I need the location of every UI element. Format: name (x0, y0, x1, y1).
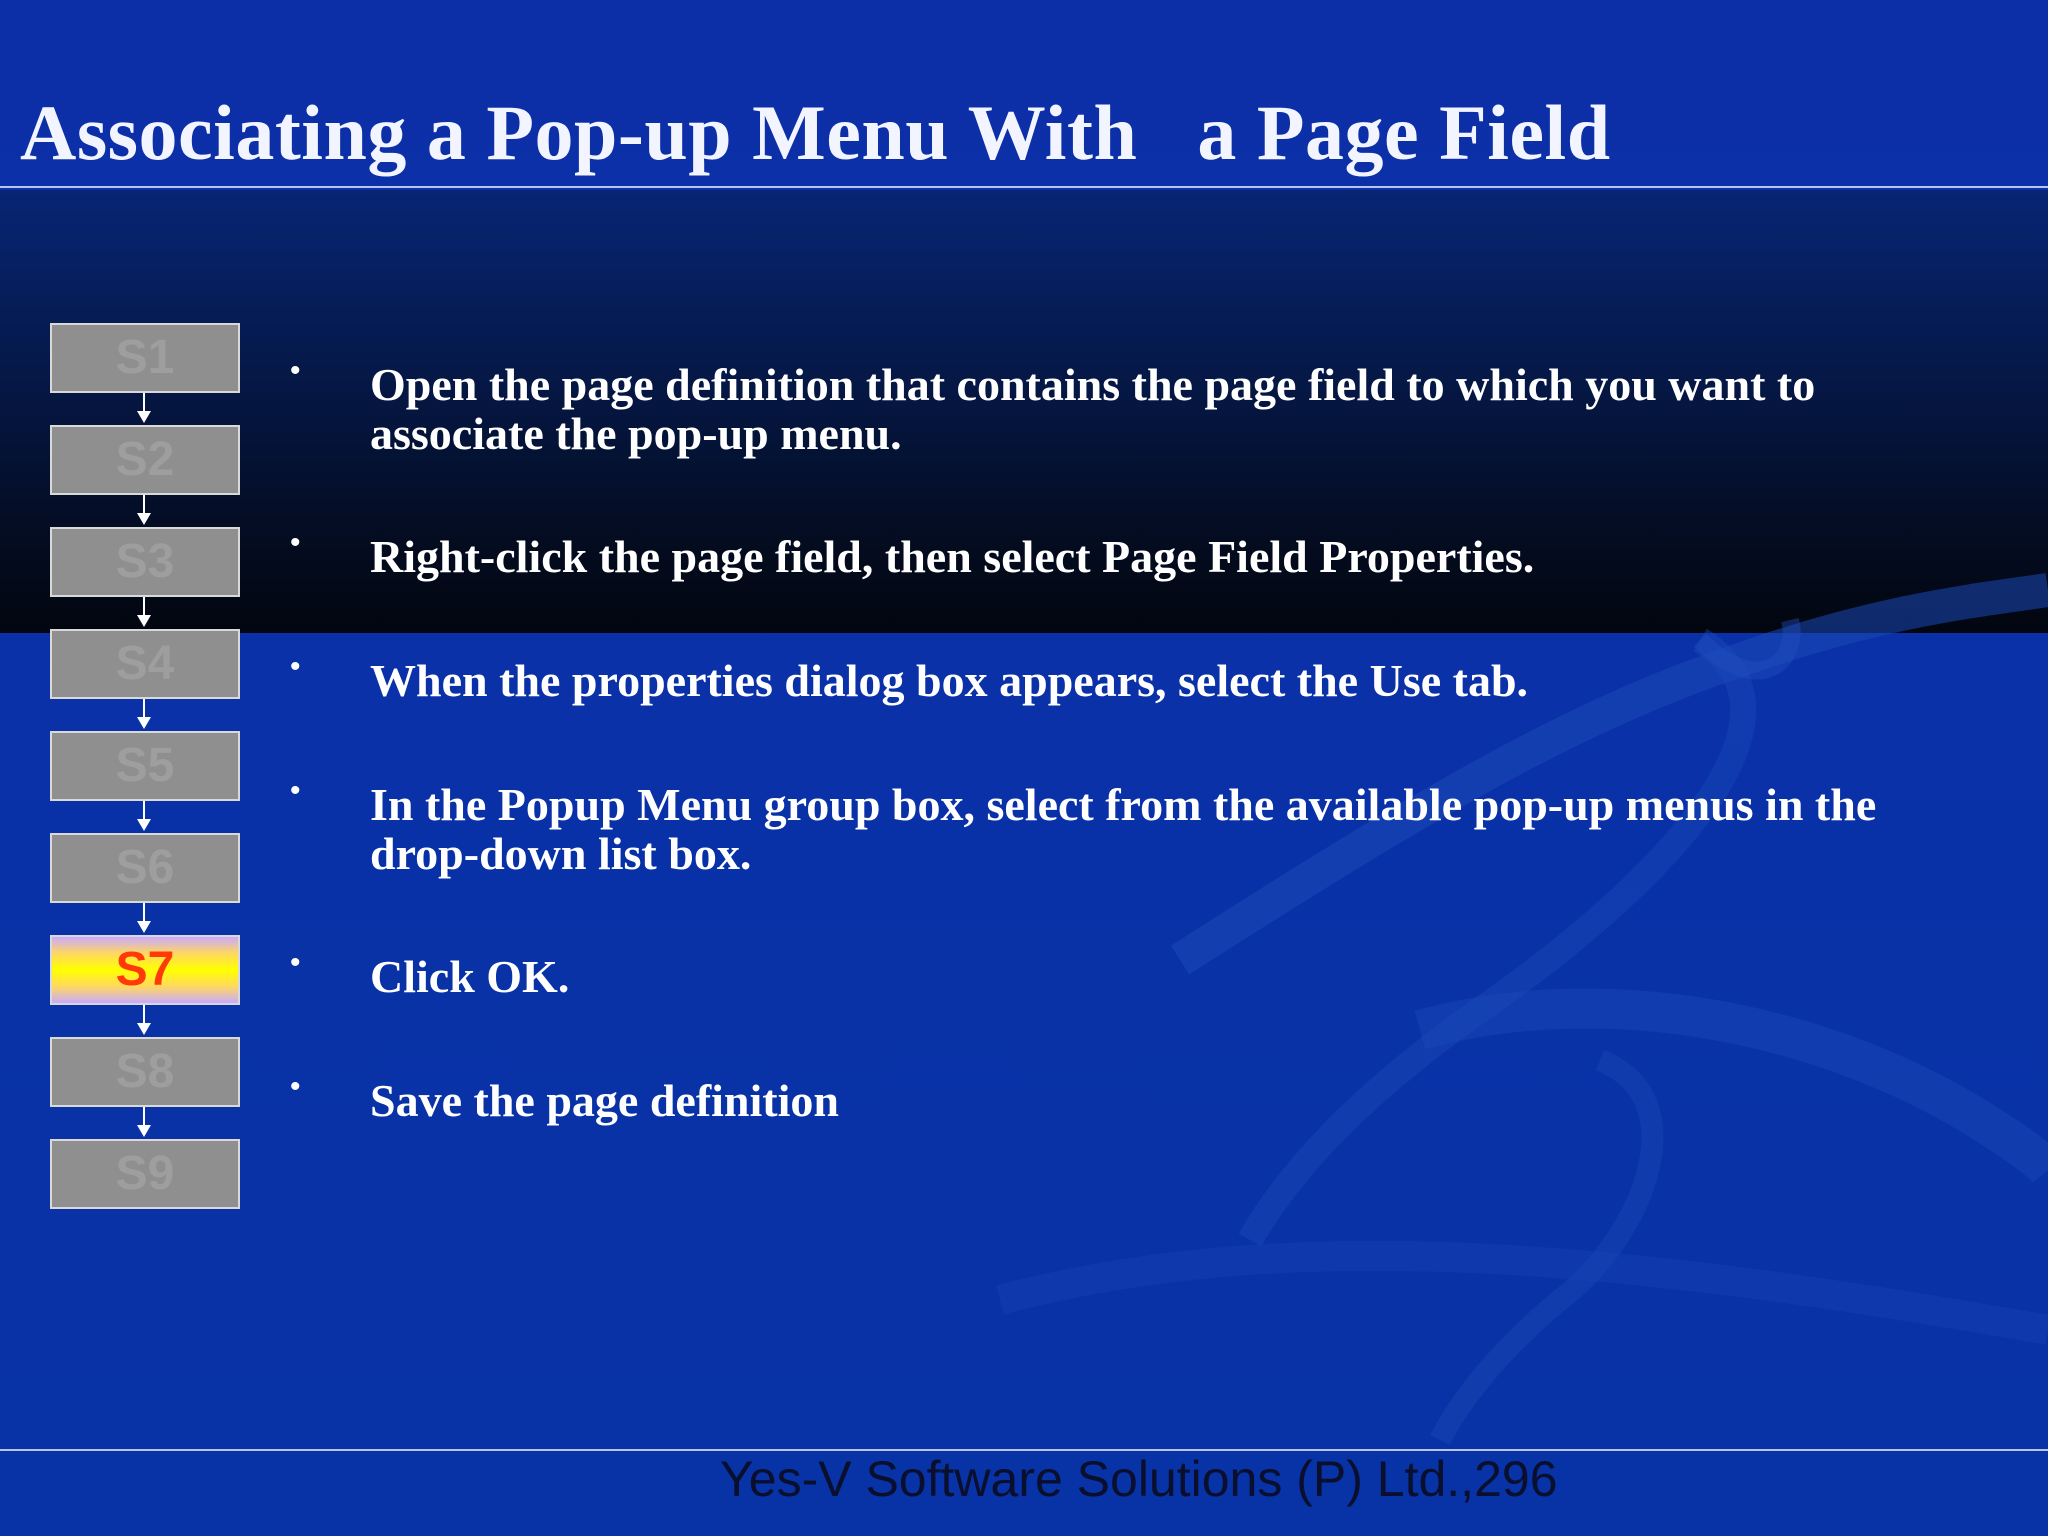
down-arrow-icon (137, 1005, 151, 1037)
bullet-text: In the Popup Menu group box, select from the available pop-up menus in the drop-down list box. (370, 779, 1877, 879)
step-box-s9[interactable]: S9 (50, 1139, 240, 1209)
bullet-icon: • (290, 946, 301, 979)
step-box-s2[interactable]: S2 (50, 425, 240, 495)
step-box-s5[interactable]: S5 (50, 731, 240, 801)
step-box-s3[interactable]: S3 (50, 527, 240, 597)
bullet-icon: • (290, 1070, 301, 1103)
down-arrow-icon (137, 801, 151, 833)
down-arrow-icon (137, 903, 151, 935)
bullet-text: When the properties dialog box appears, select the Use tab. (370, 655, 1529, 706)
bullet-icon: • (290, 354, 301, 387)
down-arrow-icon (137, 495, 151, 527)
down-arrow-icon (137, 1107, 151, 1139)
bullet-text: Open the page definition that contains the page field to which you want to associate the pop-up menu. (370, 359, 1816, 459)
bullet-text: Right-click the page field, then select Page Field Properties. (370, 531, 1535, 582)
step-box-s4[interactable]: S4 (50, 629, 240, 699)
step-box-s1[interactable]: S1 (50, 323, 240, 393)
title-divider (0, 186, 2048, 188)
bullet-icon: • (290, 650, 301, 683)
step-box-s8[interactable]: S8 (50, 1037, 240, 1107)
footer-text: Yes-V Software Solutions (P) Ltd.,296 (720, 1451, 1558, 1507)
bullet-icon: • (290, 774, 301, 807)
down-arrow-icon (137, 393, 151, 425)
down-arrow-icon (137, 699, 151, 731)
bullet-text: Save the page definition (370, 1075, 839, 1126)
slide-title: Associating a Pop-up Menu With a Page Field (20, 89, 1611, 176)
step-box-s6[interactable]: S6 (50, 833, 240, 903)
step-box-s7-current[interactable]: S7 (50, 935, 240, 1005)
bullet-text: Click OK. (370, 951, 570, 1002)
down-arrow-icon (137, 597, 151, 629)
bullet-icon: • (290, 526, 301, 559)
